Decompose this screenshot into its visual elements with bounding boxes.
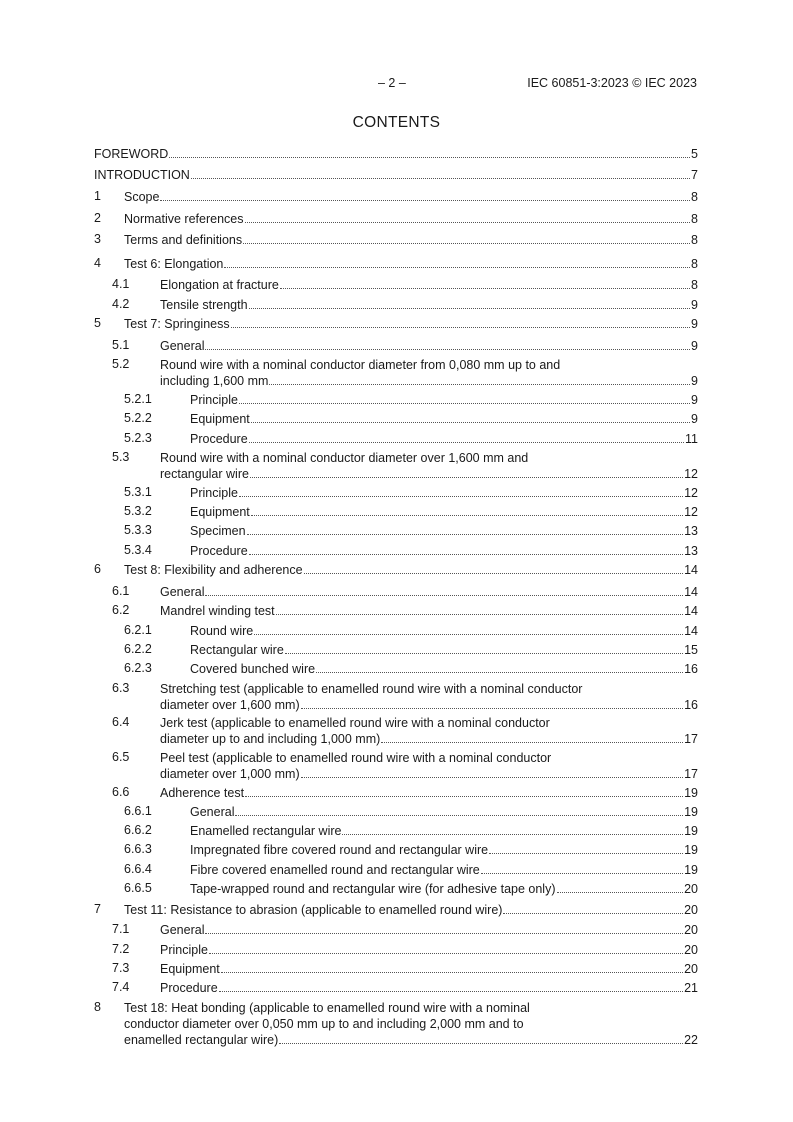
toc-entry[interactable] [94, 715, 698, 747]
toc-entry-title: General [190, 805, 235, 819]
toc-entry-title: INTRODUCTION [94, 168, 190, 182]
toc-entry[interactable] [94, 450, 698, 482]
toc-entry-number: 5.3.4 [124, 543, 152, 557]
toc-entry-page: 16 [684, 698, 698, 712]
toc-entry[interactable] [94, 603, 698, 619]
toc-entry-title-line: Jerk test (applicable to enamelled round wire with a nominal conductor [160, 716, 550, 730]
toc-entry[interactable] [94, 211, 698, 227]
toc-entry-number: 6 [94, 562, 101, 576]
toc-entry-title: Scope [124, 190, 160, 204]
toc-entry[interactable] [94, 189, 698, 205]
toc-entry-title: Tape-wrapped round and rectangular wire (for adhesive tape only) [190, 882, 556, 896]
toc-entry[interactable] [94, 942, 698, 958]
dot-leader [251, 514, 683, 516]
dot-leader [247, 533, 684, 535]
toc-entry-title: FOREWORD [94, 147, 169, 161]
toc-entry-page: 8 [691, 233, 698, 247]
toc-entry-number: 5 [94, 316, 101, 330]
toc-entry-title: including 1,600 mm [160, 374, 269, 388]
toc-entry-page: 14 [684, 624, 698, 638]
toc-entry[interactable] [94, 862, 698, 878]
toc-entry[interactable] [94, 961, 698, 977]
toc-entry-number: 6.6 [112, 785, 130, 799]
toc-entry-title: Principle [160, 943, 208, 957]
toc-entry-number: 4 [94, 256, 101, 270]
toc-entry[interactable] [94, 584, 698, 600]
dot-leader [557, 891, 684, 893]
toc-entry-title: Specimen [190, 524, 246, 538]
toc-entry[interactable] [94, 297, 698, 313]
dot-leader [276, 613, 683, 615]
toc-entry-number: 5.2.3 [124, 431, 152, 445]
toc-entry-number: 5.3.3 [124, 523, 152, 537]
toc-entry-page: 15 [684, 643, 698, 657]
toc-entry[interactable] [94, 167, 698, 183]
toc-entry-page: 22 [684, 1033, 698, 1047]
toc-entry-page: 9 [691, 339, 698, 353]
toc-entry-title: General [160, 339, 205, 353]
toc-entry-number: 5.1 [112, 338, 130, 352]
toc-entry-title: Test 7: Springiness [124, 317, 230, 331]
toc-entry[interactable] [94, 804, 698, 820]
toc-entry-number: 8 [94, 1000, 101, 1014]
toc-entry-number: 6.6.5 [124, 881, 152, 895]
toc-entry-title: Procedure [190, 432, 248, 446]
dot-leader [481, 872, 683, 874]
toc-entry-page: 13 [684, 544, 698, 558]
toc-entry-page: 9 [691, 374, 698, 388]
toc-entry-page: 20 [684, 962, 698, 976]
toc-entry-number: 6.2 [112, 603, 130, 617]
toc-entry[interactable] [94, 504, 698, 520]
toc-entry-page: 9 [691, 412, 698, 426]
toc-entry-number: 6.4 [112, 715, 130, 729]
toc-entry-number: 5.3 [112, 450, 130, 464]
toc-entry-page: 12 [684, 505, 698, 519]
dot-leader [342, 833, 683, 835]
toc-entry-number: 5.2.2 [124, 411, 152, 425]
toc-entry-title: Principle [190, 393, 238, 407]
toc-entry-page: 14 [684, 585, 698, 599]
dot-leader [503, 912, 683, 914]
toc-entry-title: diameter over 1,000 mm) [160, 767, 300, 781]
toc-entry[interactable] [94, 623, 698, 639]
dot-leader [251, 421, 690, 423]
toc-entry-title-line: Round wire with a nominal conductor diameter from 0,080 mm up to and [160, 358, 561, 372]
dot-leader [316, 671, 683, 673]
toc-entry-number: 6.1 [112, 584, 130, 598]
toc-entry[interactable] [94, 642, 698, 658]
toc-entry[interactable] [94, 681, 698, 713]
toc-entry-number: 7.3 [112, 961, 130, 975]
toc-entry-title: Rectangular wire [190, 643, 284, 657]
toc-entry[interactable] [94, 392, 698, 408]
toc-entry-title: Procedure [190, 544, 248, 558]
toc-entry-number: 6.6.1 [124, 804, 152, 818]
toc-entry[interactable] [94, 980, 698, 996]
dot-leader [280, 287, 690, 289]
toc-entry-title: Procedure [160, 981, 218, 995]
toc-entry[interactable] [94, 316, 698, 332]
toc-entry-number: 7 [94, 902, 101, 916]
toc-entry-page: 17 [684, 732, 698, 746]
toc-entry-page: 19 [684, 805, 698, 819]
toc-entry-number: 7.4 [112, 980, 130, 994]
dot-leader [205, 348, 690, 350]
toc-entry[interactable] [94, 543, 698, 559]
toc-entry[interactable] [94, 823, 698, 839]
toc-entry-title: Mandrel winding test [160, 604, 275, 618]
toc-entry[interactable] [94, 922, 698, 938]
toc-entry[interactable] [94, 1000, 698, 1048]
toc-entry-title-line: Round wire with a nominal conductor diameter over 1,600 mm and [160, 451, 529, 465]
toc-entry-page: 17 [684, 767, 698, 781]
dot-leader [249, 441, 684, 443]
toc-entry[interactable] [94, 785, 698, 801]
toc-entry-page: 12 [684, 467, 698, 481]
toc-entry[interactable] [94, 842, 698, 858]
toc-entry-page: 8 [691, 190, 698, 204]
toc-entry-title: Terms and definitions [124, 233, 243, 247]
toc-entry[interactable] [94, 661, 698, 677]
toc-entry[interactable] [94, 562, 698, 578]
toc-entry-title: Principle [190, 486, 238, 500]
dot-leader [205, 932, 683, 934]
toc-entry-page: 19 [684, 824, 698, 838]
toc-entry-title-line: Test 18: Heat bonding (applicable to enamelled round wire with a nominal [124, 1001, 530, 1015]
toc-entry-title: Tensile strength [160, 298, 248, 312]
toc-entry-number: 5.3.1 [124, 485, 152, 499]
toc-entry-title: Test 6: Elongation [124, 257, 224, 271]
toc-entry-page: 7 [691, 168, 698, 182]
toc-entry[interactable] [94, 485, 698, 501]
toc-entry[interactable] [94, 146, 698, 162]
toc-entry-page: 14 [684, 563, 698, 577]
toc-entry-title-line: Peel test (applicable to enamelled round wire with a nominal conductor [160, 751, 552, 765]
toc-entry-title: Test 11: Resistance to abrasion (applicable to enamelled round wire) [124, 903, 503, 917]
dot-leader [381, 741, 683, 743]
toc-entry-number: 4.1 [112, 277, 130, 291]
toc-entry-title: diameter up to and including 1,000 mm) [160, 732, 381, 746]
toc-entry[interactable] [94, 357, 698, 389]
toc-entry[interactable] [94, 338, 698, 354]
toc-entry-number: 1 [94, 189, 101, 203]
toc-entry-title: Enamelled rectangular wire [190, 824, 342, 838]
toc-entry-title: Fibre covered enamelled round and rectangular wire [190, 863, 480, 877]
toc-entry-title: Test 8: Flexibility and adherence [124, 563, 303, 577]
toc-entry[interactable] [94, 256, 698, 272]
toc-entry[interactable] [94, 750, 698, 782]
toc-entry-title: Equipment [190, 505, 250, 519]
dot-leader [269, 383, 690, 385]
dot-leader [304, 572, 684, 574]
toc-entry-number: 6.6.2 [124, 823, 152, 837]
toc-entry-number: 6.2.3 [124, 661, 152, 675]
toc-entry-page: 20 [684, 882, 698, 896]
toc-entry-number: 6.6.4 [124, 862, 152, 876]
toc-entry-page: 11 [685, 432, 698, 446]
toc-entry[interactable] [94, 277, 698, 293]
toc-entry-page: 16 [684, 662, 698, 676]
contents-title: CONTENTS [352, 114, 441, 131]
toc-entry-page: 8 [691, 212, 698, 226]
toc-entry-title: rectangular wire [160, 467, 249, 481]
toc-entry-number: 6.6.3 [124, 842, 152, 856]
toc-entry-page: 9 [691, 393, 698, 407]
toc-entry-page: 21 [684, 981, 698, 995]
dot-leader [245, 795, 683, 797]
dot-leader [169, 156, 690, 158]
toc-entry-number: 5.3.2 [124, 504, 152, 518]
toc-entry-title-line: Stretching test (applicable to enamelled round wire with a nominal conductor [160, 682, 583, 696]
dot-leader [239, 402, 690, 404]
toc-entry-title: Elongation at fracture [160, 278, 279, 292]
toc-entry-number: 6.3 [112, 681, 130, 695]
toc-entry-page: 14 [684, 604, 698, 618]
toc-entry-number: 7.1 [112, 922, 130, 936]
dot-leader [254, 633, 683, 635]
toc-entry-title: Impregnated fibre covered round and rectangular wire [190, 843, 489, 857]
dot-leader [249, 307, 690, 309]
toc-entry-page: 12 [684, 486, 698, 500]
dot-leader [209, 952, 683, 954]
dot-leader [245, 221, 691, 223]
toc-entry-title: General [160, 585, 205, 599]
toc-entry-title: Normative references [124, 212, 244, 226]
toc-entry-title-line: conductor diameter over 0,050 mm up to and including 2,000 mm and to [124, 1017, 524, 1031]
toc-entry-title: Covered bunched wire [190, 662, 316, 676]
toc-entry-page: 19 [684, 863, 698, 877]
toc-entry[interactable] [94, 523, 698, 539]
toc-entry-number: 5.2.1 [124, 392, 152, 406]
toc-entry-title: Adherence test [160, 786, 245, 800]
toc-entry-title: Round wire [190, 624, 254, 638]
toc-entry[interactable] [94, 411, 698, 427]
dot-leader [489, 852, 683, 854]
dot-leader [239, 495, 683, 497]
toc-entry-page: 9 [691, 317, 698, 331]
dot-leader [221, 971, 683, 973]
toc-entry-number: 5.2 [112, 357, 130, 371]
dot-leader [285, 652, 683, 654]
toc-entry-title: diameter over 1,600 mm) [160, 698, 300, 712]
dot-leader [249, 553, 683, 555]
toc-entry[interactable] [94, 902, 698, 918]
toc-entry-number: 2 [94, 211, 101, 225]
dot-leader [219, 990, 683, 992]
toc-entry-number: 4.2 [112, 297, 130, 311]
dot-leader [301, 707, 683, 709]
dot-leader [301, 776, 683, 778]
toc-entry-title: General [160, 923, 205, 937]
dot-leader [235, 814, 683, 816]
toc-entry-page: 9 [691, 298, 698, 312]
dot-leader [224, 266, 690, 268]
toc-entry-title: enamelled rectangular wire) [124, 1033, 279, 1047]
dot-leader [279, 1042, 683, 1044]
toc-entry-page: 20 [684, 923, 698, 937]
toc-entry-page: 20 [684, 943, 698, 957]
toc-entry[interactable] [94, 431, 698, 447]
toc-entry-number: 6.2.1 [124, 623, 152, 637]
page-number: – 2 – [378, 76, 406, 90]
toc-entry-number: 6.5 [112, 750, 130, 764]
toc-entry-number: 3 [94, 232, 101, 246]
toc-entry[interactable] [94, 881, 698, 897]
toc-entry-page: 19 [684, 843, 698, 857]
dot-leader [160, 199, 690, 201]
dot-leader [231, 326, 690, 328]
toc-entry-title: Equipment [190, 412, 250, 426]
toc-entry-number: 6.2.2 [124, 642, 152, 656]
toc-entry-title: Equipment [160, 962, 220, 976]
toc-entry-page: 5 [691, 147, 698, 161]
document-reference: IEC 60851-3:2023 © IEC 2023 [527, 76, 697, 90]
toc-entry[interactable] [94, 232, 698, 248]
dot-leader [205, 594, 683, 596]
toc-entry-number: 7.2 [112, 942, 130, 956]
dot-leader [250, 476, 683, 478]
toc-entry-page: 19 [684, 786, 698, 800]
toc-entry-page: 20 [684, 903, 698, 917]
dot-leader [191, 177, 690, 179]
toc-entry-page: 8 [691, 257, 698, 271]
toc-entry-page: 13 [684, 524, 698, 538]
dot-leader [243, 242, 690, 244]
toc-entry-page: 8 [691, 278, 698, 292]
